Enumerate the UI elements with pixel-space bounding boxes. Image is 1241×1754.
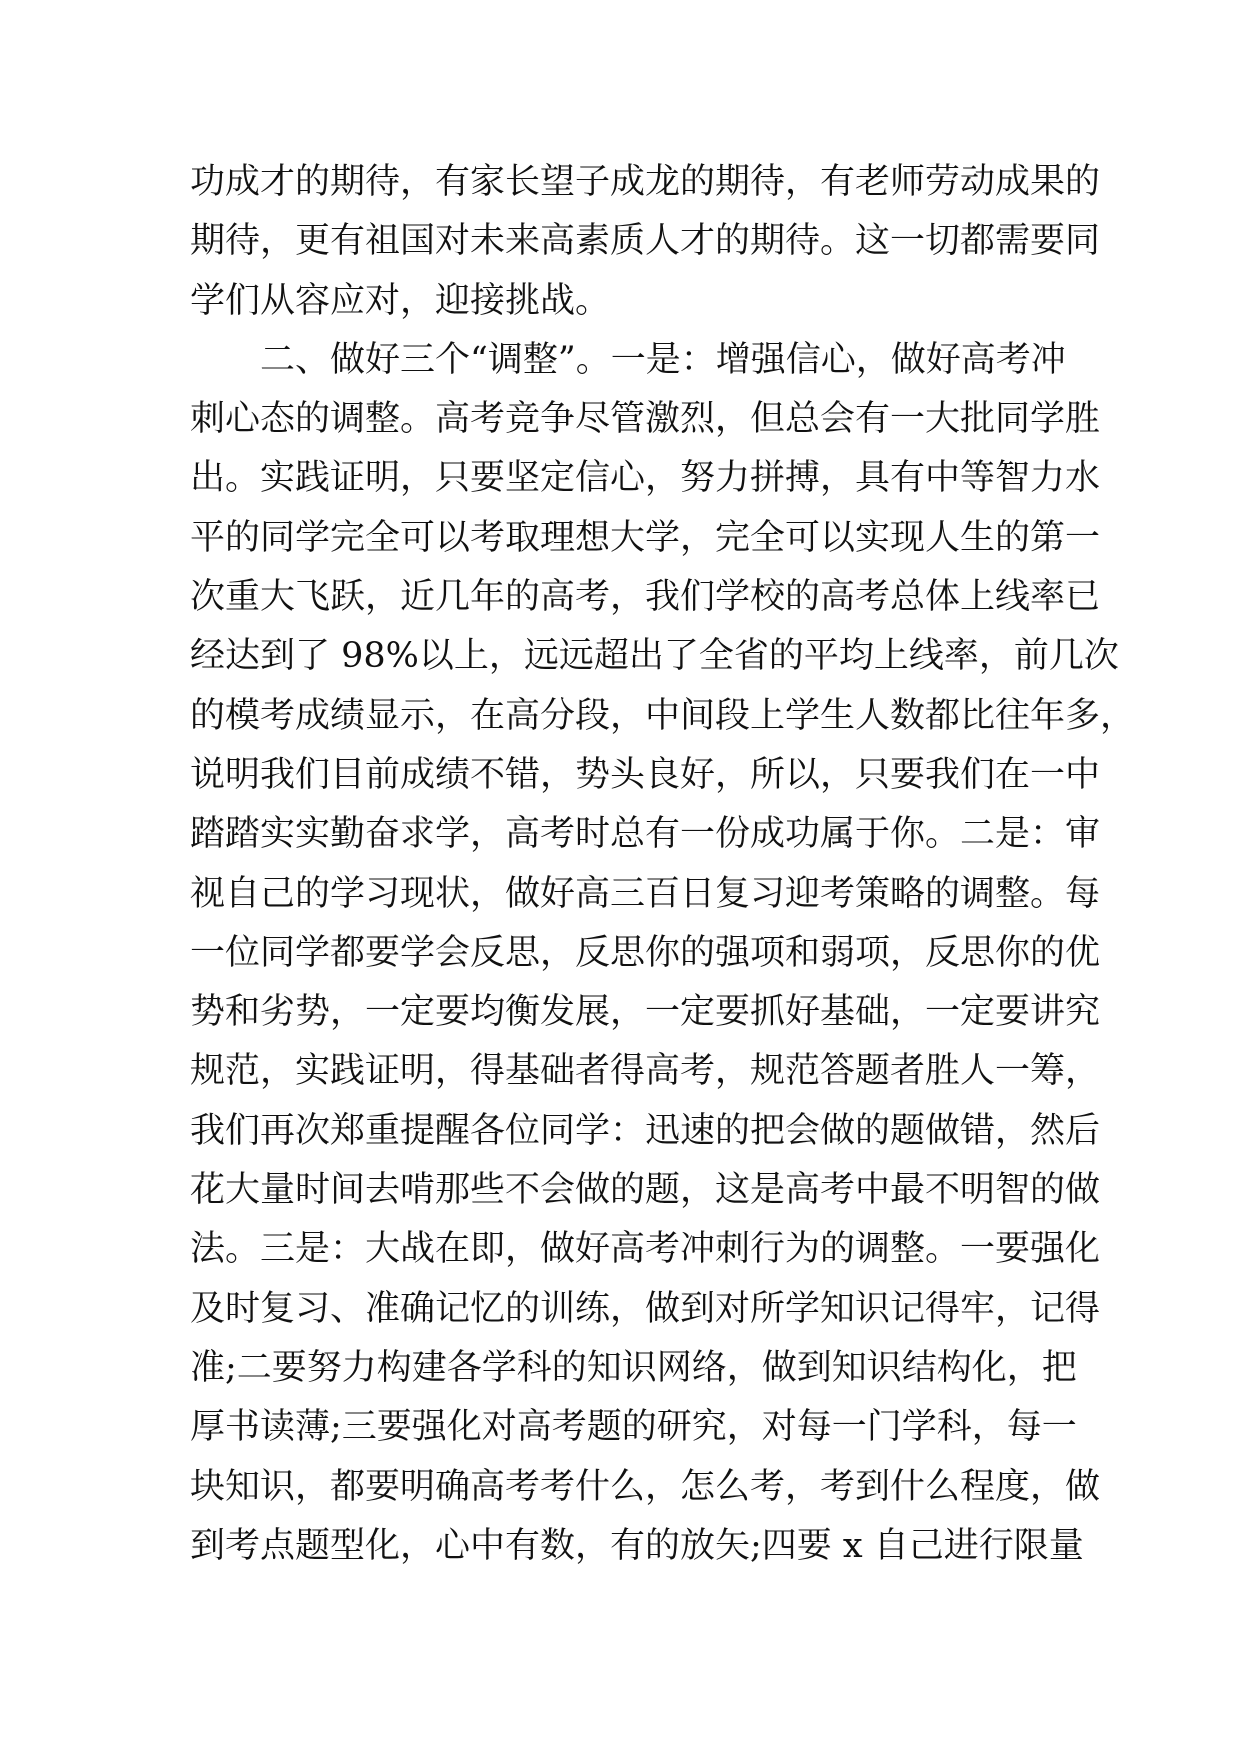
text-line: 规范，实践证明，得基础者得高考，规范答题者胜人一筹，: [190, 1051, 1101, 1092]
text-line: 块知识，都要明确高考考什么，怎么考，考到什么程度，做: [190, 1466, 1101, 1507]
text-line: 期待，更有祖国对未来高素质人才的期待。这一切都需要同: [190, 221, 1101, 262]
text-line: 功成才的期待，有家长望子成龙的期待，有老师劳动成果的: [190, 162, 1101, 202]
text-line: 准;二要努力构建各学科的知识网络，做到知识结构化，把: [190, 1347, 1077, 1388]
text-line: 我们再次郑重提醒各位同学：迅速的把会做的题做错，然后: [190, 1110, 1101, 1151]
text-line: 平的同学完全可以考取理想大学，完全可以实现人生的第一: [190, 517, 1101, 558]
text-line: 视自己的学习现状，做好高三百日复习迎考策略的调整。每: [190, 873, 1101, 914]
text-line: 次重大飞跃，近几年的高考，我们学校的高考总体上线率已: [190, 577, 1101, 618]
text-line: 厚书读薄;三要强化对高考题的研究，对每一门学科，每一: [190, 1407, 1077, 1448]
text-line: 刺心态的调整。高考竞争尽管激烈，但总会有一大批同学胜: [190, 399, 1101, 440]
text-line: 出。实践证明，只要坚定信心，努力拼搏，具有中等智力水: [190, 458, 1101, 499]
text-line: 的模考成绩显示，在高分段，中间段上学生人数都比往年多，: [190, 695, 1136, 736]
text-line: 及时复习、准确记忆的训练，做到对所学知识记得牢，记得: [190, 1288, 1101, 1329]
text-line: 说明我们目前成绩不错，势头良好，所以，只要我们在一中: [190, 754, 1101, 795]
text-line: 到考点题型化，心中有数，有的放矢;四要 x 自己进行限量: [190, 1525, 1084, 1566]
text-line: 学们从容应对，迎接挑战。: [190, 280, 611, 321]
text-line: 花大量时间去啃那些不会做的题，这是高考中最不明智的做: [190, 1170, 1101, 1211]
paragraph-first-line: 二、做好三个“调整”。一是：增强信心，做好高考冲: [260, 339, 1066, 380]
text-line: 一位同学都要学会反思，反思你的强项和弱项，反思你的优: [190, 932, 1101, 973]
text-line: 法。三是：大战在即，做好高考冲刺行为的调整。一要强化: [190, 1229, 1101, 1270]
text-line: 势和劣势，一定要均衡发展，一定要抓好基础，一定要讲究: [190, 992, 1101, 1033]
text-line: 经达到了 98%以上，远远超出了全省的平均上线率，前几次: [190, 636, 1119, 677]
body-text: [190, 153, 1136, 1576]
text-line: 踏踏实实勤奋求学，高考时总有一份成功属于你。二是：审: [190, 814, 1101, 855]
